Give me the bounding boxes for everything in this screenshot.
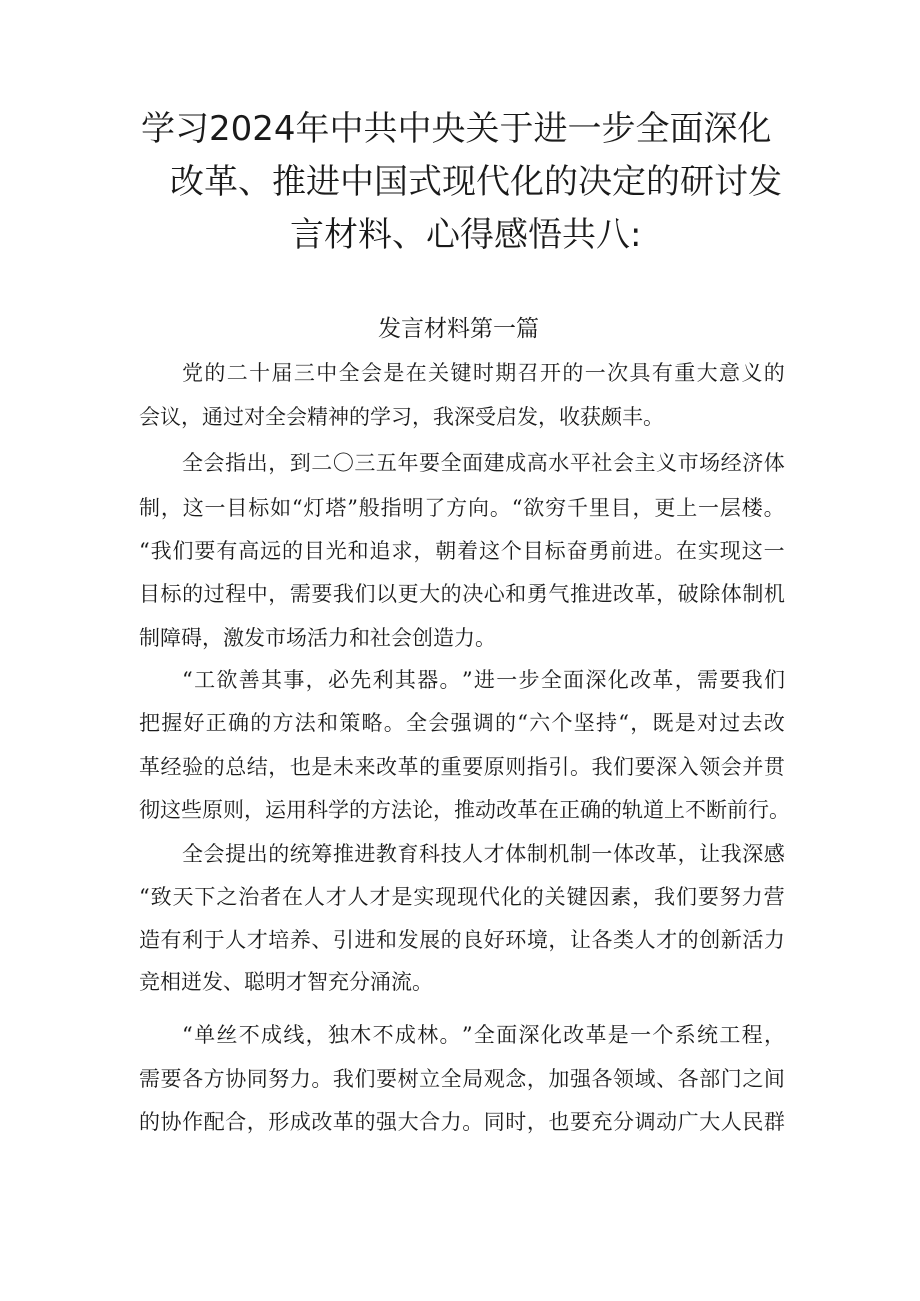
body-line: 革 经 验 的 总 结 ， 也 是 未 来 改 革 的 重 要 原 则 指 引 。 我 们 要 深 入 领 会 并 贯	[139, 755, 785, 779]
body-line: 需 要 各 方 协 同 努 力 。 我 们 要 树 立 全 局 观 念 ， 加 强 各 领 域 、 各 部 门 之 间	[139, 1067, 785, 1091]
body-line: 把 握 好 正 确 的 方 法 和 策 略 。 全 会 强 调 的 “ 六 个 坚 持 “ ， 既 是 对 过 去 改	[139, 711, 785, 735]
body-line: “ 我 们 要 有 高 远 的 目 光 和 追 求 ， 朝 着 这 个 目 标 奋 勇 前 进 。 在 实 现 这 一	[139, 539, 785, 563]
body-line: 彻 这 些 原 则 ， 运 用 科 学 的 方 法 论 ， 推 动 改 革 在 正 确 的 轨 道 上 不 断 前 行 。	[139, 798, 790, 822]
section-title: 发言材料第一篇	[378, 316, 539, 342]
body-line: 制障碍，激发市场活力和社会创造力。	[139, 626, 496, 650]
body-line: 全 会 指 出 ， 到 二 〇 三 五 年 要 全 面 建 成 高 水 平 社 会 主 义 市 场 经 济 体	[182, 451, 785, 475]
body-line: 竞相迸发、聪明才智充分涌流。	[139, 970, 433, 994]
body-line: 的 协 作 配 合 ， 形 成 改 革 的 强 大 合 力 。 同 时 ， 也 要 充 分 调 动 广 大 人 民 群	[139, 1110, 785, 1134]
body-line: 目 标 的 过 程 中 ， 需 要 我 们 以 更 大 的 决 心 和 勇 气 推 进 改 革 ， 破 除 体 制 机	[139, 582, 785, 606]
body-line: 党 的 二 十 届 三 中 全 会 是 在 关 键 时 期 召 开 的 一 次 具 有 重 大 意 义 的	[182, 361, 785, 385]
document-title-line-3: 言材料、心得感悟共八:	[290, 215, 642, 255]
body-line: 制 ， 这 一 目 标 如 “ 灯 塔 ” 般 指 明 了 方 向 。 “ 欲 穷 千 里 目 ， 更 上 一 层 楼 。	[139, 496, 785, 520]
body-line: “ 致 天 下 之 治 者 在 人 才 人 才 是 实 现 现 代 化 的 关 键 因 素 ， 我 们 要 努 力 营	[139, 885, 785, 909]
body-line: “ 工 欲 善 其 事 ， 必 先 利 其 器 。 ” 进 一 步 全 面 深 化 改 革 ， 需 要 我 们	[182, 668, 785, 692]
document-title-line-1: 学习2024年中共中央关于进一步全面深化	[141, 109, 772, 149]
document-title-line-2: 改革、推进中国式现代化的决定的研讨发	[170, 162, 782, 202]
body-line: 造 有 利 于 人 才 培 养 、 引 进 和 发 展 的 良 好 环 境 ， 让 各 类 人 才 的 创 新 活 力	[139, 928, 785, 952]
body-line: 全 会 提 出 的 统 筹 推 进 教 育 科 技 人 才 体 制 机 制 一 体 改 革 ， 让 我 深 感	[182, 842, 785, 866]
body-line: 会议，通过对全会精神的学习，我深受启发，收获颇丰。	[139, 405, 664, 429]
body-line: “ 单 丝 不 成 线 ， 独 木 不 成 林 。 ” 全 面 深 化 改 革 是 一 个 系 统 工 程 ，	[182, 1023, 785, 1047]
